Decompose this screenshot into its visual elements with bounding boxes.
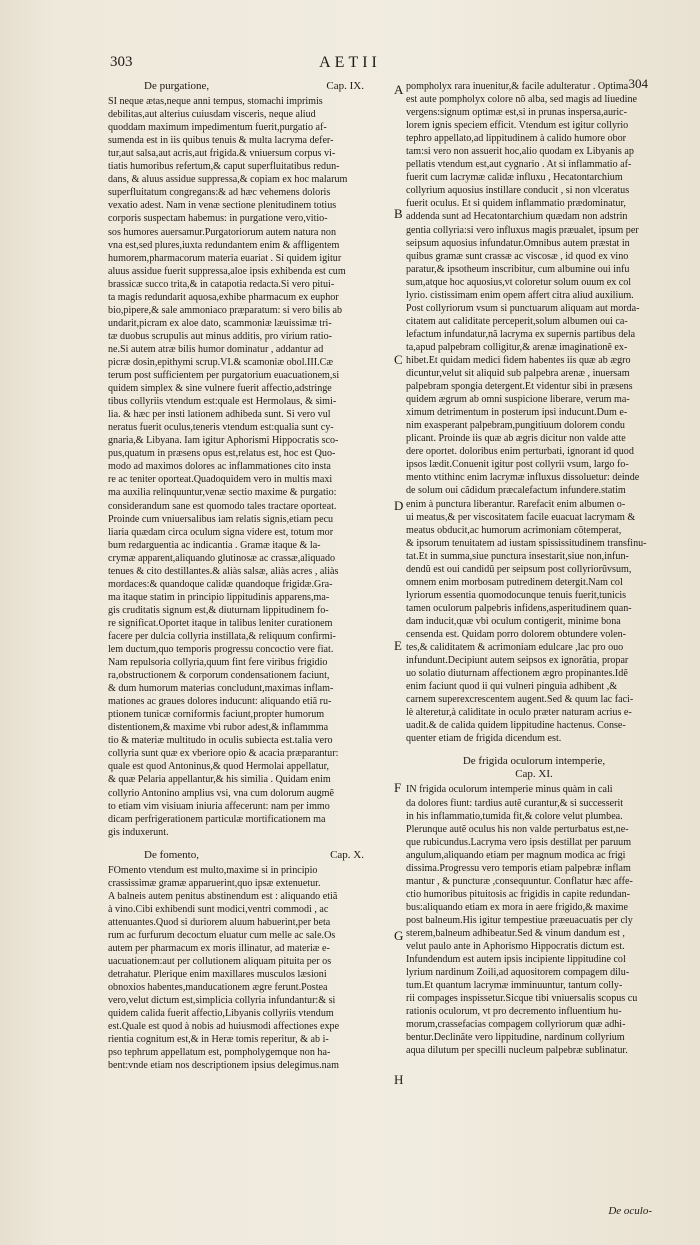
text-line: ctio humoribus pituitosis ac frigidis in capite redundan-	[406, 888, 630, 900]
text-line: seipsum aquosius infundatur.Omnibus autem præstat in	[406, 237, 630, 249]
text-line: enim faciunt quod ii qui vulneri pinguia adhibent ,&	[406, 681, 618, 693]
text-line: re ac teniter oporteat.Quadoquidem vero in multis maxi	[108, 474, 333, 486]
text-line: quidem simplex & sine vulnere fuerit affectio,adstringe	[108, 383, 332, 395]
text-line: facere per dulcia collyria instillata,& reliquum confirmi-	[108, 630, 336, 642]
section-body-frigida	[406, 783, 662, 1057]
text-line: lyriorum essentia quomodocunque tenuis fuerit,tunicis	[406, 589, 627, 601]
text-line: dam inducit,quæ vbi oculum contigerit, minime bona	[406, 615, 621, 627]
text-line: que rubicundus.Lacryma vero ipsis destillat per paruum	[406, 836, 632, 848]
text-line: lè alteretur,à caliditate in oculo præter naturam acrius e-	[406, 707, 632, 719]
text-line: modo ad maximos dolores ac inflammationes cito insta	[108, 461, 331, 473]
text-line: ra,obstructionem & corporum condensationem faciunt,	[108, 670, 330, 682]
text-line: tum.Et quantum lacrymæ imminuuntur, tantum colly-	[406, 980, 623, 992]
text-line: omnem enim morbosam putredinem detergit.Nam col	[406, 576, 623, 588]
catchword: De oculo-	[608, 1205, 652, 1217]
text-line: tur,aut salsa,aut acris,aut frigida.& vniuersum corpus vi-	[108, 148, 336, 160]
text-line: gis cruditatis signum est,& diuturnam lippitudinem fo-	[108, 604, 329, 616]
text-line: corporis suspectam habemus: in purgatione vero,vitio-	[108, 213, 328, 225]
text-line: FOmento vtendum est multo,maxime si in principio	[108, 864, 318, 876]
text-line: superfluitatum congregans:& ad hæc vehemens doloris	[108, 187, 331, 199]
text-line: dicam perfrigerationem particulæ mortificationem ma	[108, 813, 326, 825]
margin-letter-h: H	[394, 1072, 404, 1087]
text-line: tephro appellato,ad lippitudinem à calido humore obor	[406, 133, 627, 145]
text-line: tes,& caliditatem & acrimoniam edulcare ,lac pro ouo	[406, 642, 624, 654]
text-line: sum,atque hoc aquosius,vt coloretur solum ouum ex col	[406, 276, 632, 288]
text-line: vexatio adest. Nam in venæ sectione plenitudinem totius	[108, 200, 337, 212]
text-line: tat.Et in summa,siue punctura insestarit,siue non,infun-	[406, 550, 629, 562]
text-line: pso tephrum appellatum est, pompholygemque non ha-	[108, 1047, 331, 1059]
margin-letter-c: C	[394, 352, 403, 367]
text-line: à vino.Cibi exhibendi sunt modici,ventri commodi , ac	[108, 903, 329, 915]
text-line: humorem,pharmacorum materia euariat . Si quidem igitur	[108, 252, 342, 264]
text-line: lorem ignis speciem efficit. Vtendum est igitur collyrio	[406, 120, 629, 132]
text-line: vna est,sed plures,iuxta redundantem enim & affligentem	[108, 239, 340, 251]
text-line: plicant. Proinde iis quæ ab ægris dicitur non valde atte	[406, 433, 626, 445]
margin-letter-f: F	[394, 780, 402, 795]
text-line: infundunt.Decipiunt autem seipsos ex ignorãtia, propar	[406, 655, 629, 667]
section-heading-fomento: De fomento, Cap. X.	[144, 848, 364, 861]
text-line: dendũ est oui candidũ per seipsum post collyriorũvsum,	[406, 563, 632, 575]
text-line: lem ductum,quo temporis progressu concoctio vere fiat.	[108, 644, 334, 656]
text-line: dans, & aluus assidue suppressa,& copiam ex hoc malarum	[108, 174, 348, 186]
margin-letter-e: E	[394, 638, 402, 653]
section-body-purgatione	[108, 95, 392, 839]
text-line: dere oportet. doloribus enim perturbati, ignorant id quod	[406, 446, 634, 458]
text-line: & ipsorum tenuitatem ad iustam spississitudinem transfinu-	[406, 537, 647, 549]
text-line: paratur,& ipsotheum inscribitur, cum albumine oui infu	[406, 263, 630, 275]
text-line: quidem ægrum ab omni suspicione liberare, verum ma-	[406, 394, 630, 406]
text-line: in his inflammatio,tumida fit,& colore velut plumbea.	[406, 810, 623, 822]
text-line: distentionem,& maxime vbi rubor adest,& inflammma	[108, 722, 329, 734]
left-column	[108, 80, 392, 1073]
text-line: addenda sunt ad Hecatontarchium quædam non adstrin	[406, 211, 628, 223]
section-heading-frigida: De frigida oculorum intemperie, Cap. XI.	[462, 755, 606, 781]
text-line: rii compages inspissetur.Sicque tibi vniuersalis scopus cu	[406, 993, 638, 1005]
text-line: debilitas,aut alterius cuiusdam visceris, neque aliud	[108, 109, 316, 121]
text-line: sumenda est in iis quibus tenuis & multa lacryma defer-	[108, 135, 334, 147]
text-line: tamen oculorum palpebris infidens,asperitudinem quan-	[406, 602, 632, 614]
text-line: ta,apud palpebram colligitur,& arenæ imaginationẽ ex-	[406, 341, 628, 353]
text-line: meatus obducit,ac humorum acrimoniam cõtemperat,	[406, 524, 622, 536]
text-line: tam:si vero non assuerit hoc,alio quodam ex Libyanis ap	[406, 146, 634, 158]
text-line: re significat.Oportet itaque in talibus leniter curationem	[108, 617, 333, 629]
text-line: gnaria,& Libyana. Iam igitur Aphorismi Hippocratis sco-	[108, 435, 339, 447]
text-line: rum ac furfurum decoctum eluatur cum melle ac sale.Os	[108, 930, 336, 941]
text-line: enim à punctura liberantur. Rarefacit enim albumen o-	[406, 498, 626, 510]
text-line: sos humores auersamur.Purgatoriorum autem natura non	[108, 226, 336, 238]
section-body-continuation	[406, 80, 662, 745]
text-line: mento vtithinc enim lacrymæ influxus dissoluetur: deinde	[406, 472, 640, 484]
text-line: lia. & hæc per insti lationem adhibeda sunt. Si vero vul	[108, 409, 331, 421]
text-line: pus,quatum in præsens opus est,relatus est, hoc est Quo-	[108, 448, 336, 460]
text-line: crymæ apparent,aliquando glutinosæ ac crassæ,aliquado	[108, 552, 336, 564]
text-line: ta magis redundarit aquosa,exhibe pharmacum ex euphor	[108, 291, 339, 303]
text-line: velut paulo ante in Aphorismo Hippocratis dictum est.	[406, 941, 625, 953]
text-line: Nam repulsoria collyria,quum fint fere viribus frigidio	[108, 657, 328, 669]
text-line: to etiam vim visiuam iniuria affecerunt: nam per immo	[108, 800, 330, 812]
text-line: undarit,picram ex aloe dato, scammoniæ læuissimæ tri-	[108, 317, 332, 329]
text-line: gis induxerunt.	[108, 826, 169, 838]
page-number-left: 303	[110, 54, 133, 70]
text-line: carnem superexcrescentem augent.Sed & quum lac faci-	[406, 694, 634, 706]
text-line: mantur , & puncturæ ,consequuntur. Conflatur hæc affe-	[406, 875, 633, 887]
text-line: collyrio Antonino amplius vsi, vna cum dolorum augmẽ	[108, 787, 334, 799]
text-line: considerandum sane est quomodo tales tractare oporteat.	[108, 500, 337, 512]
text-line: post balneum.His igitur tempestiue præeuacuatis per cly	[406, 914, 633, 926]
text-line: picræ dosin,epithymi scrup.VI.& scamoniæ obol.III.Cæ	[108, 356, 334, 368]
text-line: ximum detrimentum in posterum ipsi inducunt.Dum e-	[406, 407, 628, 419]
text-line: Post collyriorum vsum si punctuarum aliquam aut morda-	[406, 302, 640, 314]
text-line: quoddam maximum impedimentum fuerit,purgatio af-	[108, 122, 327, 134]
text-line: dicuntur,velut sit aliquid sub palpebra arenæ , inuersam	[406, 368, 630, 380]
text-line: uadit.& de calida quidem lippitudine hactenus. Conse-	[406, 720, 626, 732]
text-line: censenda est. Quidam porro dolorem obtundere volen-	[406, 628, 627, 640]
text-line: tenues & cito destillantes.& aliàs salsæ, aliàs acres , aliàs	[108, 565, 339, 577]
text-line: & quæ Pelaria appellantur,& his similia . Quidam enim	[108, 774, 331, 786]
text-line: lefactum infundatur,nã lacryma ex supernis partibus dela	[406, 328, 636, 340]
text-line: bent:vnde etiam nos descriptionem ipsius delegimus.nam	[108, 1060, 339, 1072]
text-line: angulum,aliquando etiam per magnum modica ac frigi	[406, 849, 626, 861]
text-line: citatem aut caliditate perceperit,solum albumen oui ca-	[406, 315, 628, 327]
text-line: quidem calida fuerit affectio,Libyanis collyriis vtendum	[108, 1008, 334, 1020]
text-line: hibet.Et quidam medici fidem habentes iis quæ ab ægro	[406, 354, 631, 366]
text-line: ipsos lædit.Conuenit igitur post collyrii vsum, largo fo-	[406, 459, 629, 471]
margin-letter-g: G	[394, 928, 404, 943]
text-line: palpebram spongia detergent.Et videntur sibi in præsens	[406, 381, 633, 393]
text-line: ui meatus,& per viscositatem facile euacuat lacrymam &	[406, 511, 636, 523]
text-line: autem per pharmacum ex moris illinatur, ad materiæ e-	[108, 943, 330, 955]
text-line: rationis oculorum, vt pro decremento influentium hu-	[406, 1006, 622, 1018]
text-line: collyrium aquosius instillare conducit , si non vlceratus	[406, 185, 630, 197]
text-line: vero,velut dictum est,simplicia collyria infundantur:& si	[108, 995, 336, 1007]
text-line: lyrium nardinum Zoili,ad aquositorem compagem dilu-	[406, 967, 630, 979]
section-body-fomento	[108, 864, 392, 1073]
text-line: Infundendum est autem ipsis incipiente lippitudine col	[406, 954, 626, 966]
text-line: mordaces:& quandoque calidæ quandoque frigidæ.Gra-	[108, 578, 333, 590]
text-line: bum redarguentia ac indicantia . Gramæ itaque & la-	[108, 539, 321, 551]
section-heading-purgatione: De purgatione, Cap. IX.	[144, 80, 364, 92]
text-line: mationes ac graues dolores inducunt: aliquando etiã ru-	[108, 696, 332, 708]
text-line: da dolores fiunt: tardius autẽ curantur,& si successerit	[406, 797, 624, 809]
text-line: IN frigida oculorum intemperie minus quàm in cali	[406, 784, 613, 796]
text-line: rientia cognitum est,& in Heræ tomis reperitur, & ab i-	[108, 1034, 329, 1046]
text-line: collyria sunt quæ ex vberiore opio & acacia præparantur:	[108, 748, 339, 760]
margin-letter-a: A	[394, 82, 404, 97]
text-line: vergens:signum optimæ est,si in prunas inspersa,auric-	[406, 107, 628, 119]
text-line: de solum oui cãdidum præcalefactum infundere.statim	[406, 485, 626, 497]
text-line: bus:aliquando etiam ex mora in aere frigido,& maxime	[406, 901, 628, 913]
text-line: tæ duobus scrupulis aut minus additis, pro virium ratio-	[108, 330, 333, 342]
text-line: attenuantes.Quod si duriorem aluum habuerint,per beta	[108, 916, 331, 928]
text-line: obnoxios habentes,manducationem ægre ferunt.Postea	[108, 982, 328, 994]
text-line: lyrio. cistissimam enim opem affert citra aliud auxilium.	[406, 289, 634, 301]
text-line: uacuationem:aut per collutionem aliquam pituita per os	[108, 956, 332, 968]
text-line: A balneis autem penitus abstinendum est : aliquando etiã	[108, 890, 338, 902]
text-line: Plerunque autẽ oculus his non valde perturbatus est,ne-	[406, 823, 629, 835]
text-line: dissima.Progressu vero temporis etiam palpebræ inflam	[406, 862, 631, 874]
text-line: uo solatio diuturnam affectionem ægro propinantes.Idẽ	[406, 668, 628, 680]
text-line: SI neque ætas,neque anni tempus, stomachi imprimis	[108, 96, 323, 108]
right-column	[406, 80, 662, 1057]
text-line: liaria quædam circa oculum signa videre est, totum mor	[108, 526, 334, 538]
text-line: nim exasperant palpebram,pungitiuum dolorem condu	[406, 420, 625, 432]
text-line: & dum humorum materias concludunt,maximas inflam-	[108, 683, 334, 695]
text-line: fuerit cum lacrymæ calidæ influxu , Hecatontarchium	[406, 172, 623, 184]
text-line: quale est quod Antoninus,& quod Hermolai appellatur,	[108, 761, 330, 773]
page-number-right: 304	[628, 76, 648, 91]
text-line: ptionem tunicæ corniformis faciunt,propter humorum	[108, 709, 325, 721]
text-line: ma auxilia relinquuntur,venæ sectio maxime & purgatio:	[108, 487, 337, 499]
text-line: tibus collyriis vtendum est:quale est Hermolaus, & simi-	[108, 396, 337, 408]
text-line: quibus gramæ sunt crassæ ac viscosæ , id quod ex vino	[406, 250, 629, 262]
text-line: fuerit oculus. Et si quidem inflammatio prædominatur,	[406, 198, 626, 210]
text-line: ma itaque statim in principio lippitudinis apparens,ma-	[108, 591, 330, 603]
text-line: ne.Si autem atræ bilis humor dominatur , addantur ad	[108, 343, 324, 355]
text-line: bentur.Declinãte vero lippitudine, nardinum collyrium	[406, 1032, 625, 1044]
text-line: pellatis vtendum est,aut cygnario . At si inflammatio af-	[406, 159, 632, 171]
text-line: crassissimæ gramæ apparuerint,quo ipsæ extenuetur.	[108, 877, 321, 889]
text-line: aluus assidue fuerit suppressa,aloe ipsis exhibenda est cum	[108, 265, 346, 277]
text-line: aqua dilutum per specilli nucleum palpebræ sublinatur.	[406, 1045, 628, 1057]
text-line: sterem,balneum adhibeatur.Sed & vinum dandum est ,	[406, 928, 625, 939]
text-line: est aute pompholyx colore nõ alba, sed magis ad liuedine	[406, 94, 637, 106]
text-line: brassicæ succo trita,& in catapotia redacta.Si vero pitui-	[108, 278, 335, 290]
text-line: gentia collyria:si vero influxus magis præualet, ipsum per	[406, 224, 639, 236]
text-line: tio & materiæ multitudo in oculis subiecta est.talia vero	[108, 735, 333, 747]
text-line: morum,crassefacias compagem collyriorum quæ adhi-	[406, 1019, 626, 1031]
text-line: bio,pipere,& sale ammoniaco præparatum: si vero bilis ab	[108, 304, 343, 316]
text-line: pompholyx rara inuenitur,& facile adulteratur . Optima	[406, 81, 629, 92]
text-line: tiatis humoribus refertum,& caput superfluitatibus redun-	[108, 161, 340, 173]
text-line: quenter etiam de frigida dicendum est.	[406, 733, 562, 745]
text-line: est.Quale est quod à nobis ad huiusmodi affectiones expe	[108, 1021, 340, 1033]
text-line: neratus fuerit oculus,teneris vtendum est:qualia sunt cy-	[108, 422, 334, 434]
text-line: detrahatur. Plerique enim maxillares musculos læsioni	[108, 969, 327, 981]
running-title: AETII	[319, 54, 381, 71]
margin-letter-d: D	[394, 498, 404, 513]
text-line: terum post sufficientem per purgatorium euacuationem,si	[108, 370, 340, 382]
margin-letter-b: B	[394, 206, 403, 221]
text-line: Proinde cum vniuersalibus iam relatis signis,etiam pecu	[108, 513, 334, 525]
